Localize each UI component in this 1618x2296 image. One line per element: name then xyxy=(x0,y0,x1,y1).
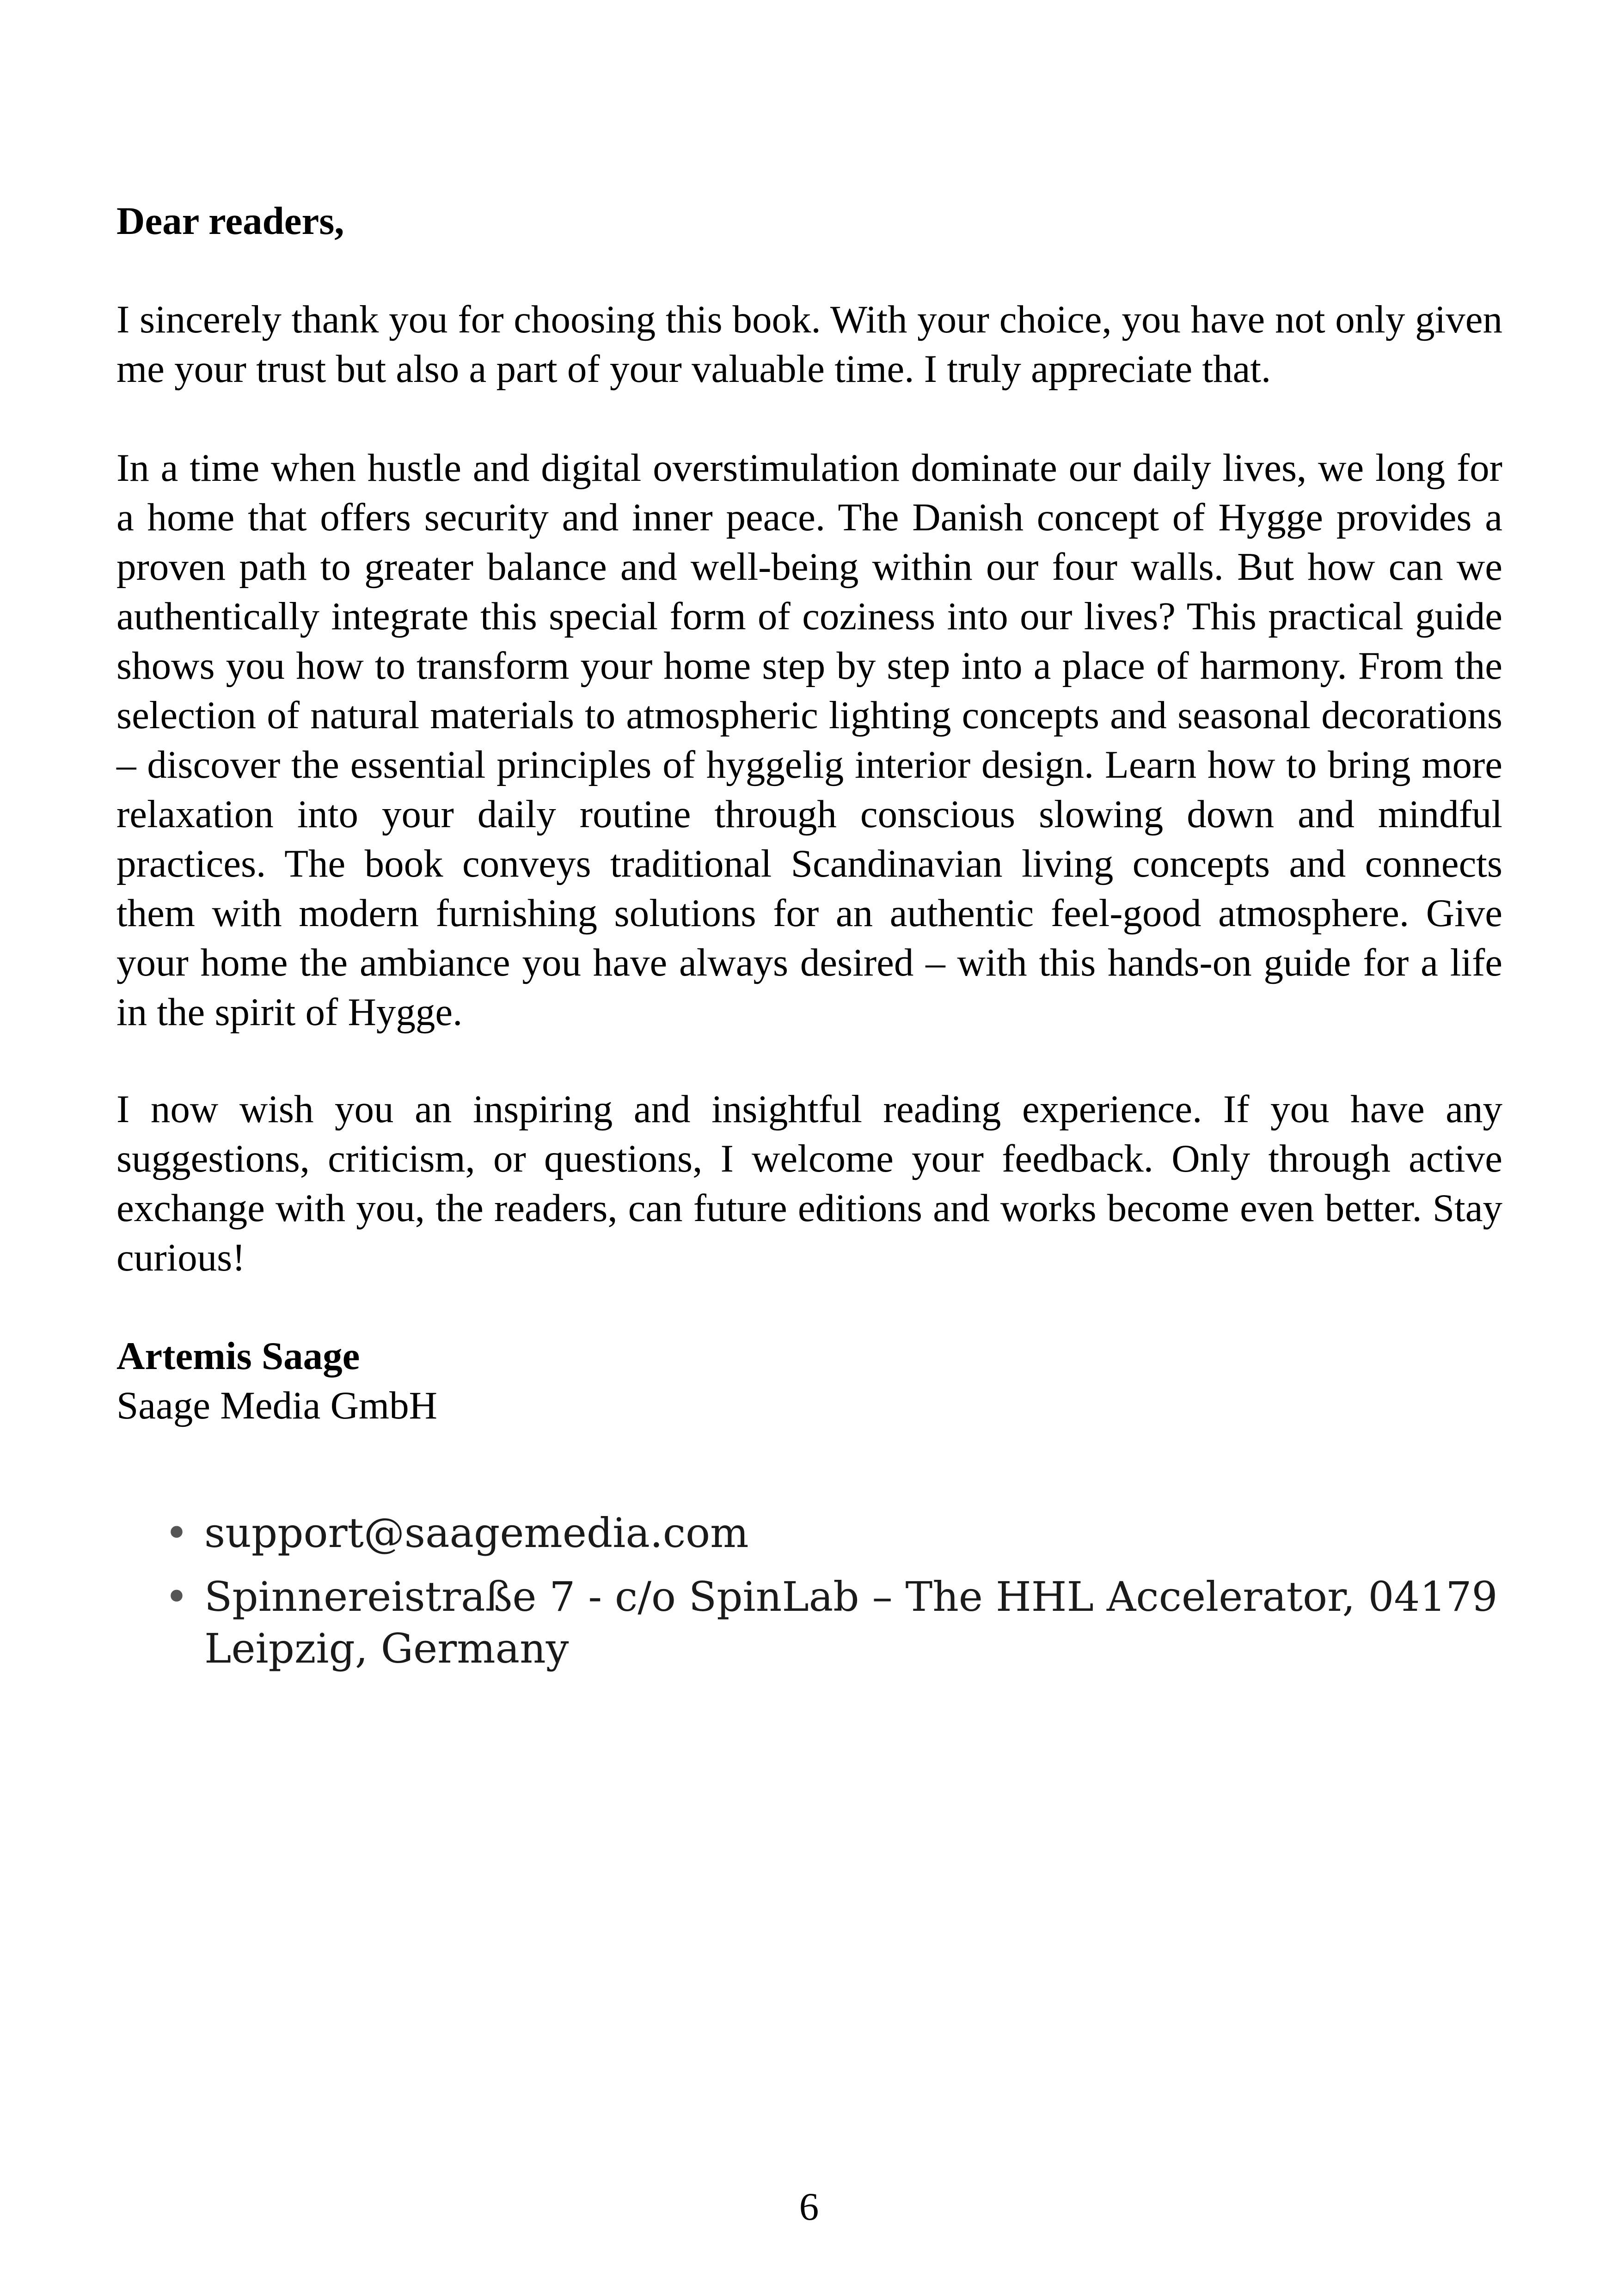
contact-list xyxy=(153,1507,1502,1687)
page-number: 6 xyxy=(799,2185,819,2228)
signature-company: Saage Media GmbH xyxy=(116,1384,437,1427)
bullet-icon: • xyxy=(165,1573,189,1621)
paragraph-thanks: I sincerely thank you for choosing this book. With your choice, you have not only given me your trust but also a part of your valuable time. I truly appreciate that. xyxy=(116,298,1502,391)
paragraph-closing: I now wish you an inspiring and insightful reading experience. If you have any suggestions, criticism, or questions, I welcome your feedback. Only through active exchange with you, the readers, can future editions and works become even better. Stay curious! xyxy=(116,1087,1502,1279)
contact-email-item xyxy=(153,1507,1502,1559)
paragraph-book-description: In a time when hustle and digital overstimulation dominate our daily lives, we long for a home that offers security and inner peace. The Danish concept of Hygge provides a proven path to greater balance and well-being within our four walls. But how can we authentically integrate this special form of coziness into our lives? This practical guide shows you how to transform your home step by step into a place of harmony. From the selection of natural materials to atmospheric lighting concepts and seasonal decorations – discover the essential principles of hyggelig interior design. Learn how to bring more relaxation into your daily routine through conscious slowing down and mindful practices. The book conveys traditional Scandinavian living concepts and connects them with modern furnishing solutions for an authentic feel-good atmosphere. Give your home the ambiance you have always desired – with this hands-on guide for a life in the spirit of Hygge. xyxy=(116,446,1502,1034)
greeting: Dear readers, xyxy=(116,199,344,243)
contact-address-item xyxy=(153,1571,1502,1675)
bullet-icon: • xyxy=(165,1509,189,1557)
contact-email[interactable]: support@saagemedia.com xyxy=(204,1509,749,1557)
contact-address: Spinnereistraße 7 - c/o SpinLab – The HHL Accelerator, 04179 Leipzig, Germany xyxy=(204,1573,1498,1672)
signature-name: Artemis Saage xyxy=(116,1334,360,1378)
